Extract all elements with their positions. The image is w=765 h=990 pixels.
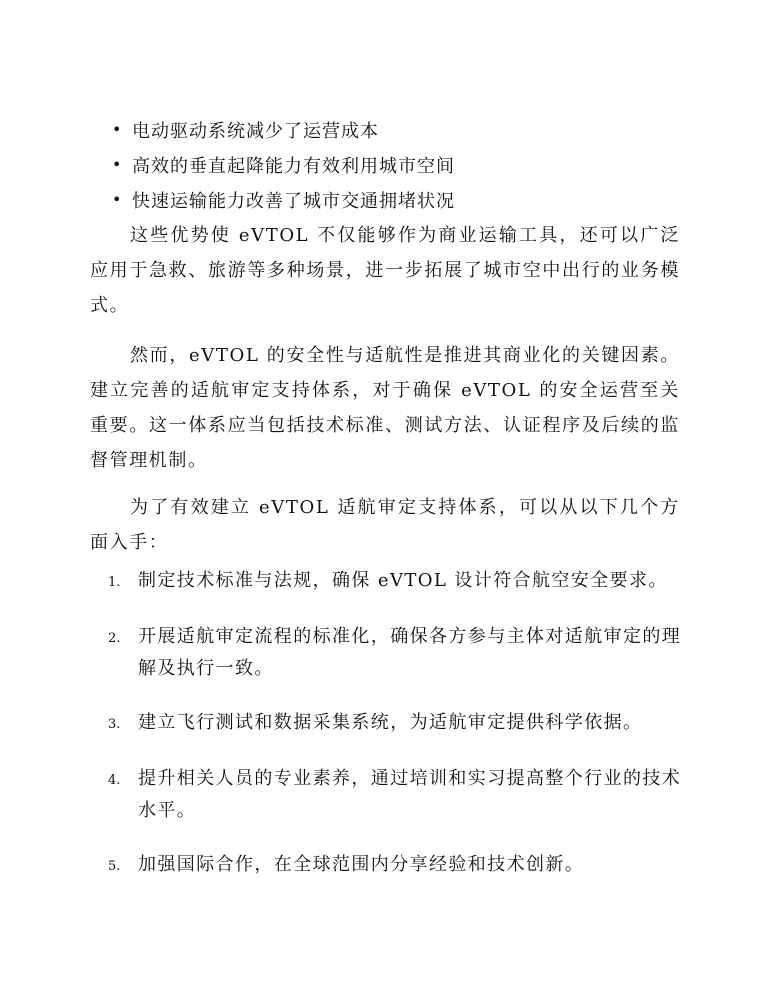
numbered-list [108,565,688,905]
list-item-text: 开展适航审定流程的标准化，确保各方参与主体对适航审定的理解及执行一致。 [138,626,682,679]
bullet-text: 高效的垂直起降能力有效利用城市空间 [132,155,455,177]
paragraph-advantages: 这些优势使 eVTOL 不仅能够作为商业运输工具，还可以广泛应用于急救、旅游等多种场景，进一步拓展了城市空中出行的业务模式。 [90,225,680,316]
list-item-number: 1. [108,575,121,590]
bullet-list [112,112,692,217]
list-item-number: 5. [108,859,121,874]
bullet-text: 电动驱动系统减少了运营成本 [132,120,379,142]
bullet-item [112,147,692,182]
list-item-text: 建立飞行测试和数据采集系统，为适航审定提供科学依据。 [138,712,643,733]
bullet-marker: • [112,119,123,139]
paragraph-approach-intro: 为了有效建立 eVTOL 适航审定支持体系，可以从以下几个方面入手： [90,497,680,553]
bullet-marker: • [112,189,123,209]
list-item-text: 加强国际合作，在全球范围内分享经验和技术创新。 [138,854,585,875]
list-item [108,565,688,599]
paragraph-airworthiness: 然而，eVTOL 的安全性与适航性是推进其商业化的关键因素。建立完善的适航审定支持体系，对于确保 eVTOL 的安全运营至关重要。这一体系应当包括技术标准、测试方法、认证程序及后续的监督管理机制。 [90,345,680,471]
bullet-text: 快速运输能力改善了城市交通拥堵状况 [132,190,455,212]
list-item [108,763,688,827]
list-item [108,621,688,685]
list-item-number: 2. [108,631,121,646]
list-item [108,707,688,741]
bullet-marker: • [112,154,123,174]
list-item [108,849,688,883]
bullet-item [112,182,692,217]
bullet-item [112,112,692,147]
list-item-text: 提升相关人员的专业素养，通过培训和实习提高整个行业的技术水平。 [138,768,682,821]
list-item-text: 制定技术标准与法规，确保 eVTOL 设计符合航空安全要求。 [138,570,668,591]
list-item-number: 3. [108,717,121,732]
list-item-number: 4. [108,773,121,788]
